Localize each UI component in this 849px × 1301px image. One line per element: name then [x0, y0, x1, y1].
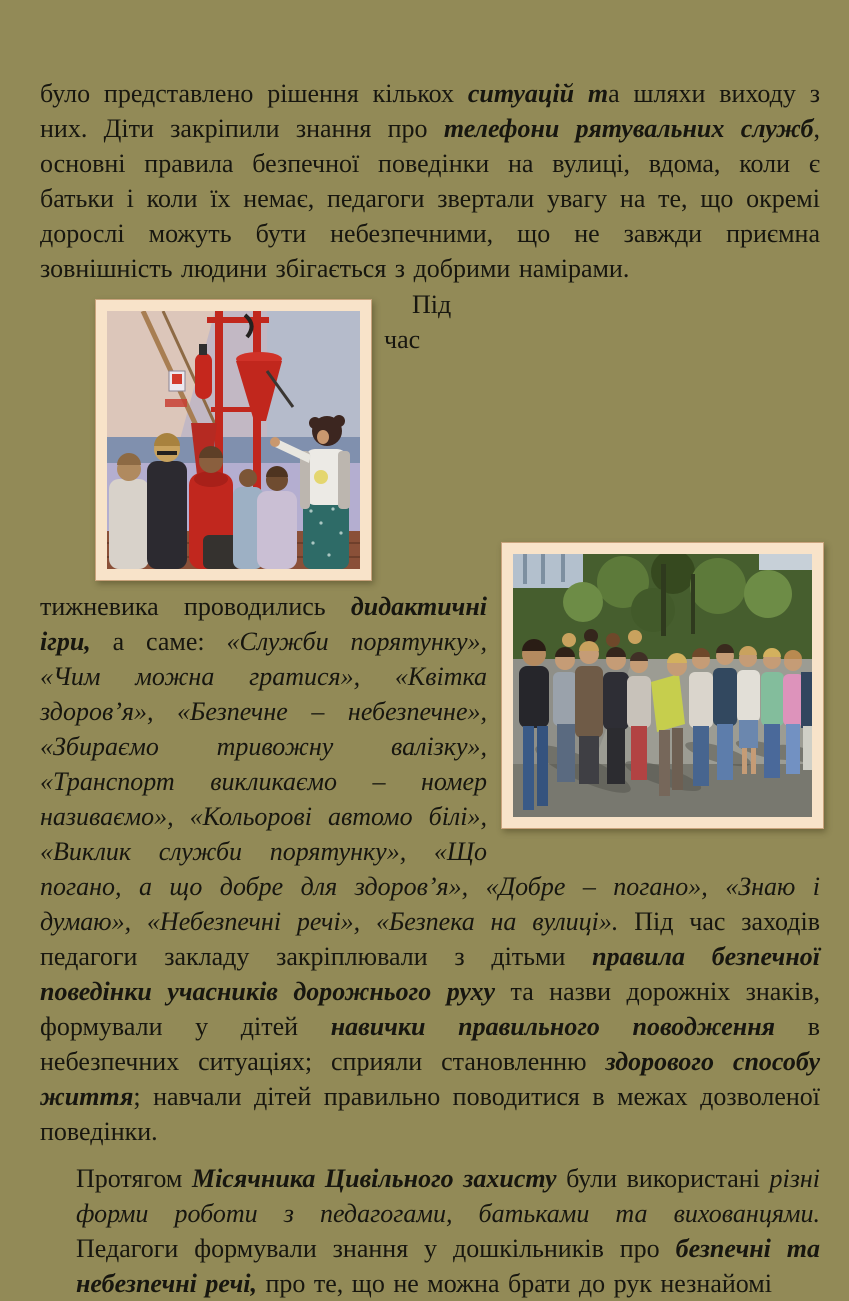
text-run: про те, що не можна брати до рук незнайомі [256, 1269, 772, 1298]
text-run: правила безпечної поведінки учасників дорожнього руху [40, 942, 829, 1006]
text-run: та назви дорожніх знаків, формували у дітей [40, 977, 829, 1041]
text-run: а шляхи виходу з них. Діти закріпили знання про [40, 79, 829, 143]
text-run: дидактичні ігри, [40, 592, 496, 656]
text-run: Під час тижневика проводились [40, 290, 460, 621]
text-run: були використані [556, 1164, 770, 1193]
photo-fire-safety-frame [95, 299, 372, 581]
text-run: здорового способу життя [40, 1047, 829, 1111]
middle-section [40, 287, 829, 1149]
text-run: безпечні та небезпечні речі, [76, 1234, 829, 1298]
text-run: ситуацій т [467, 79, 609, 108]
paragraph-civil-defence-month [76, 1161, 829, 1301]
paragraph-intro [40, 76, 829, 286]
text-run: в небезпечних ситуаціях; сприяли становленню [40, 1012, 829, 1076]
text-run: Протягом [76, 1164, 192, 1193]
photo-fire-safety [107, 311, 360, 569]
text-run: телефони рятувальних служб [443, 114, 814, 143]
text-run: , основні правила безпечної поведінки на вулиці, вдома, коли є батьки і коли їх немає, педагоги звертали увагу на те, що окремі дорослі можуть бути небезпечними, що не завжди приємна зовнішність людини збігається з добрими намірами. [40, 114, 829, 283]
text-run: Педагоги формували знання у дошкільників про [76, 1199, 829, 1263]
text-run: було представлено рішення кількох [40, 79, 468, 108]
text-run: Місячника Цивільного захисту [191, 1164, 557, 1193]
text-run: навички правильного поводження [330, 1012, 776, 1041]
text-run: а саме: [90, 627, 227, 656]
text-run: Під час заходів педагоги закладу закріплювали з дітьми [40, 907, 829, 971]
text-run: різні форми роботи з педагогами, батьками та вихованцями. [76, 1164, 829, 1228]
text-run: ; навчали дітей правильно поводитися в межах дозволеної поведінки. [40, 1082, 829, 1146]
photo-teachers-outdoor-frame [501, 542, 824, 829]
photo-teachers-outdoor [513, 554, 812, 817]
text-run: «Служби порятунку», «Чим можна гратися», «Квітка здоров’я», «Безпечне – небезпечне», «Збираємо тривожну валізку», «Транспорт викликаємо – номер називаємо», «Кольорові автомо білі», «Виклик служби порятунку», «Що погано, а що добре для здоров’я», «Добре – погано», «Знаю і думаю», «Небезпечні речі», «Безпека на вулиці». [40, 627, 829, 936]
